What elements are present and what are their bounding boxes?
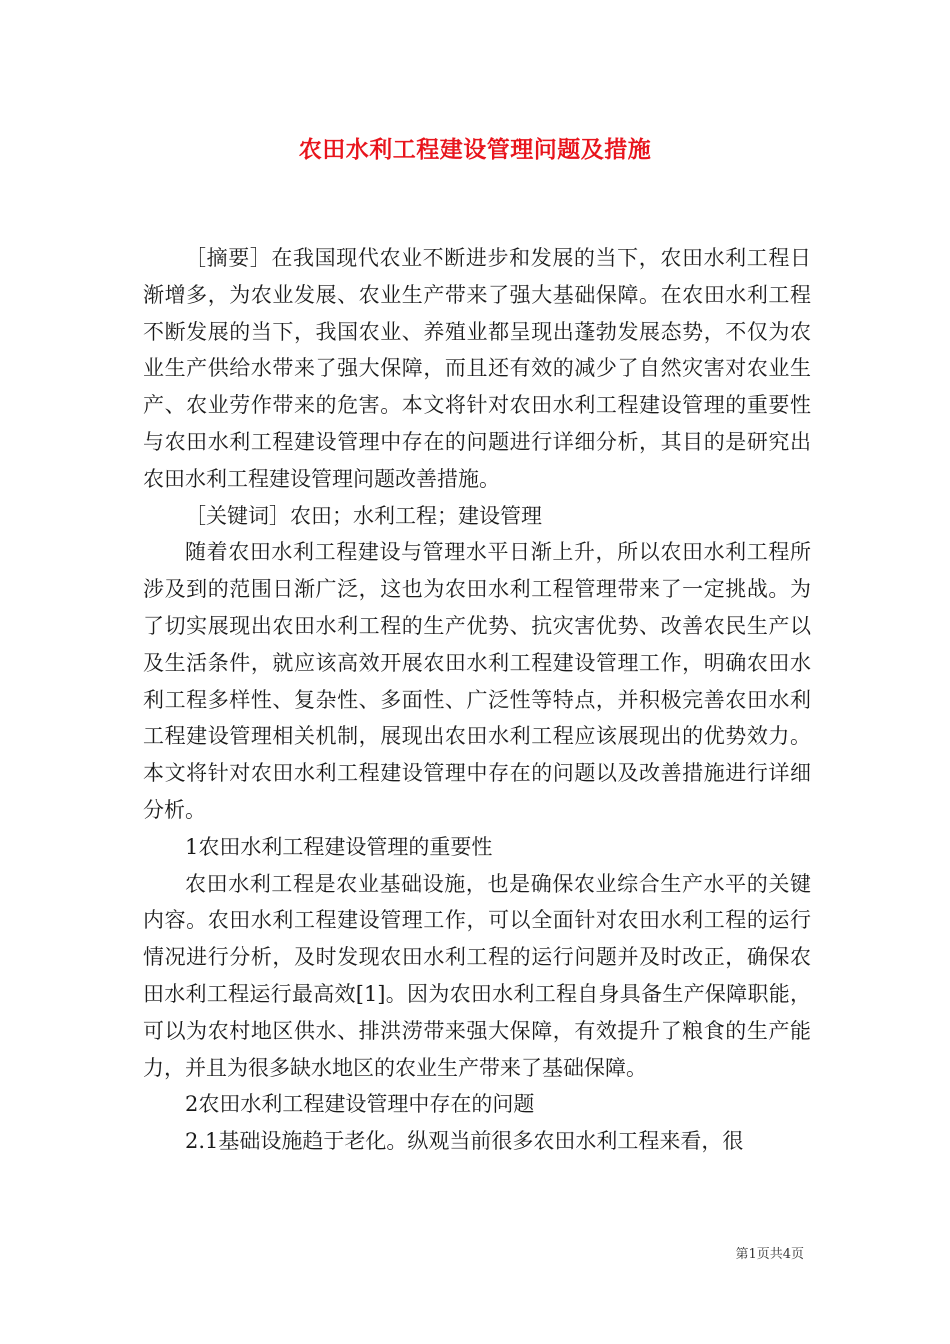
intro-paragraph: 随着农田水利工程建设与管理水平日渐上升，所以农田水利工程所涉及到的范围日渐广泛，这也为农田水利工程管理带来了一定挑战。为了切实展现出农田水利工程的生产优势、抗灾害优势、改善农民生产以及生活条件，就应该高效开展农田水利工程建设管理工作，明确农田水利工程多样性、复杂性、多面性、广泛性等特点，并积极完善农田水利工程建设管理相关机制，展现出农田水利工程应该展现出的优势效力。本文将针对农田水利工程建设管理中存在的问题以及改善措施进行详细分析。 bbox=[143, 540, 811, 822]
document-title: 农田水利工程建设管理问题及措施 bbox=[298, 136, 652, 163]
section-2-1-paragraph: 2.1基础设施趋于老化。纵观当前很多农田水利工程来看，很 bbox=[185, 1129, 744, 1154]
keywords-paragraph: ［关键词］农田；水利工程；建设管理 bbox=[185, 503, 542, 528]
abstract-paragraph: ［摘要］在我国现代农业不断进步和发展的当下，农田水利工程日渐增多，为农业发展、农业生产带来了强大基础保障。在农田水利工程不断发展的当下，我国农业、养殖业都呈现出蓬勃发展态势，不仅为农业生产供给水带来了强大保障，而且还有效的减少了自然灾害对农业生产、农业劳作带来的危害。本文将针对农田水利工程建设管理的重要性与农田水利工程建设管理中存在的问题进行详细分析，其目的是研究出农田水利工程建设管理问题改善措施。 bbox=[143, 246, 811, 491]
section-1-heading: 1农田水利工程建设管理的重要性 bbox=[185, 834, 493, 859]
section-1-paragraph: 农田水利工程是农业基础设施，也是确保农业综合生产水平的关键内容。农田水利工程建设管理工作，可以全面针对农田水利工程的运行情况进行分析，及时发现农田水利工程的运行问题并及时改正，确保农田水利工程运行最高效[1]。因为农田水利工程自身具备生产保障职能，可以为农村地区供水、排洪涝带来强大保障，有效提升了粮食的生产能力，并且为很多缺水地区的农业生产带来了基础保障。 bbox=[143, 871, 811, 1080]
section-2-heading: 2农田水利工程建设管理中存在的问题 bbox=[185, 1092, 535, 1117]
document-body bbox=[143, 240, 811, 1160]
page-number-footer: 第1页共4页 bbox=[735, 1247, 804, 1262]
